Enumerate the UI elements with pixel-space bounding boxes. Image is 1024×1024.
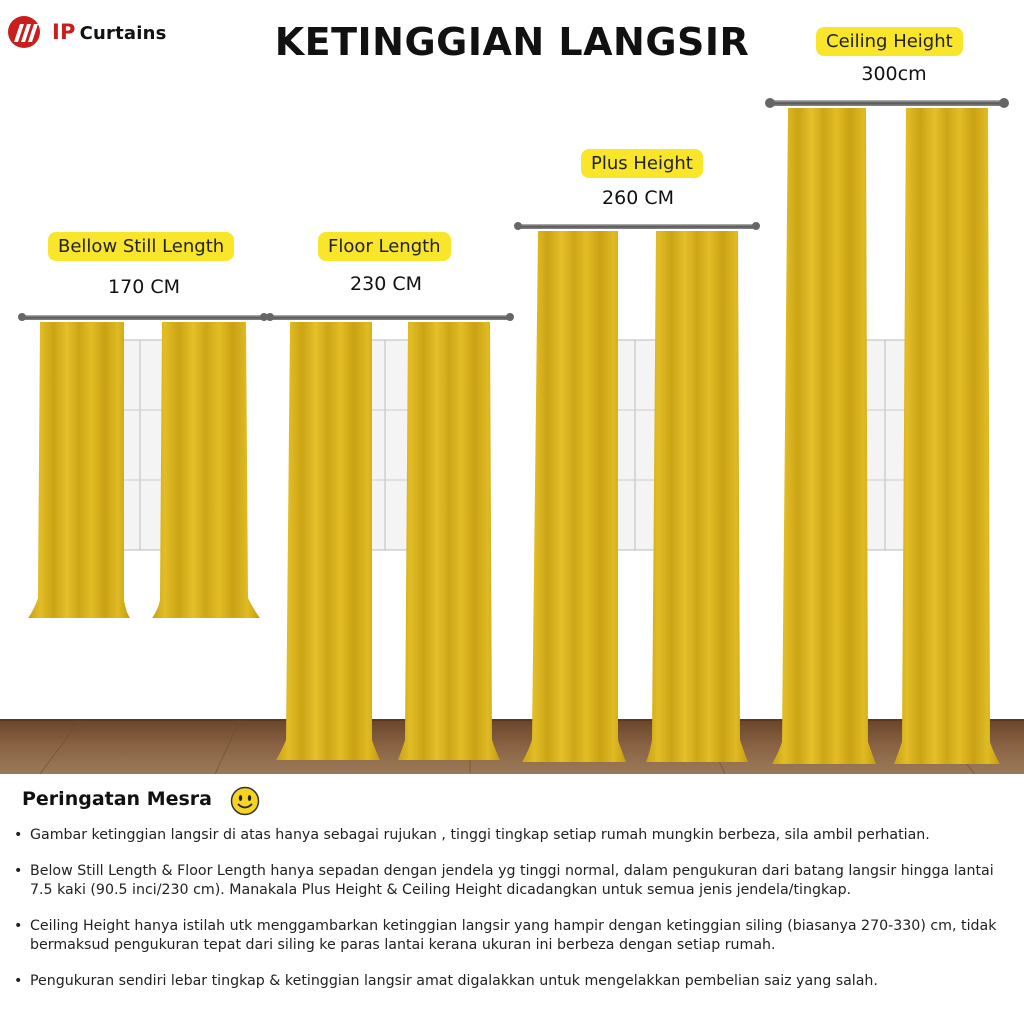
note-item: • Gambar ketinggian langsir di atas hanya sebagai rujukan , tinggi tingkap setiap rumah mungkin berbeza, sila ambil perhatian. (14, 826, 1014, 845)
curtain-illustration (0, 96, 1024, 774)
smiley-icon (230, 786, 260, 816)
brand-ip: IP (52, 20, 76, 44)
option-measure-bellow-still: 170 CM (108, 276, 180, 298)
option-label-floor: Floor Length (318, 232, 451, 261)
note-item: • Pengukuran sendiri lebar tingkap & ketinggian langsir amat digalakkan untuk mengelakkan pembelian saiz yang salah. (14, 972, 1014, 991)
brand-curtains: Curtains (79, 23, 167, 44)
notes-title: Peringatan Mesra (22, 788, 212, 810)
note-item: • Below Still Length & Floor Length hanya sepadan dengan jendela yg tinggi normal, dalam pengukuran dari batang langsir hingga lantai 7.5 kaki (90.5 inci/230 cm). Manakala Plus Height & Ceiling Height dicadangkan untuk semua jenis jendela/tingkap. (14, 862, 1014, 900)
option-measure-floor: 230 CM (350, 273, 422, 295)
wooden-floor (0, 720, 1024, 774)
page-title: KETINGGIAN LANGSIR (274, 20, 750, 64)
note-item: • Ceiling Height hanya istilah utk menggambarkan ketinggian langsir yang hampir dengan ketinggian siling (biasanya 270-330) cm, tidak bermaksud pengukuran tepat dari siling ke paras lantai kerana ukuran ini berbeza dengan setiap rumah. (14, 917, 1014, 955)
option-label-plus: Plus Height (581, 149, 703, 178)
option-label-bellow-still: Bellow Still Length (48, 232, 234, 261)
option-measure-ceiling: 300cm (861, 63, 927, 85)
notes-list (14, 826, 1014, 1008)
option-measure-plus: 260 CM (602, 187, 674, 209)
option-label-ceiling: Ceiling Height (816, 27, 963, 56)
